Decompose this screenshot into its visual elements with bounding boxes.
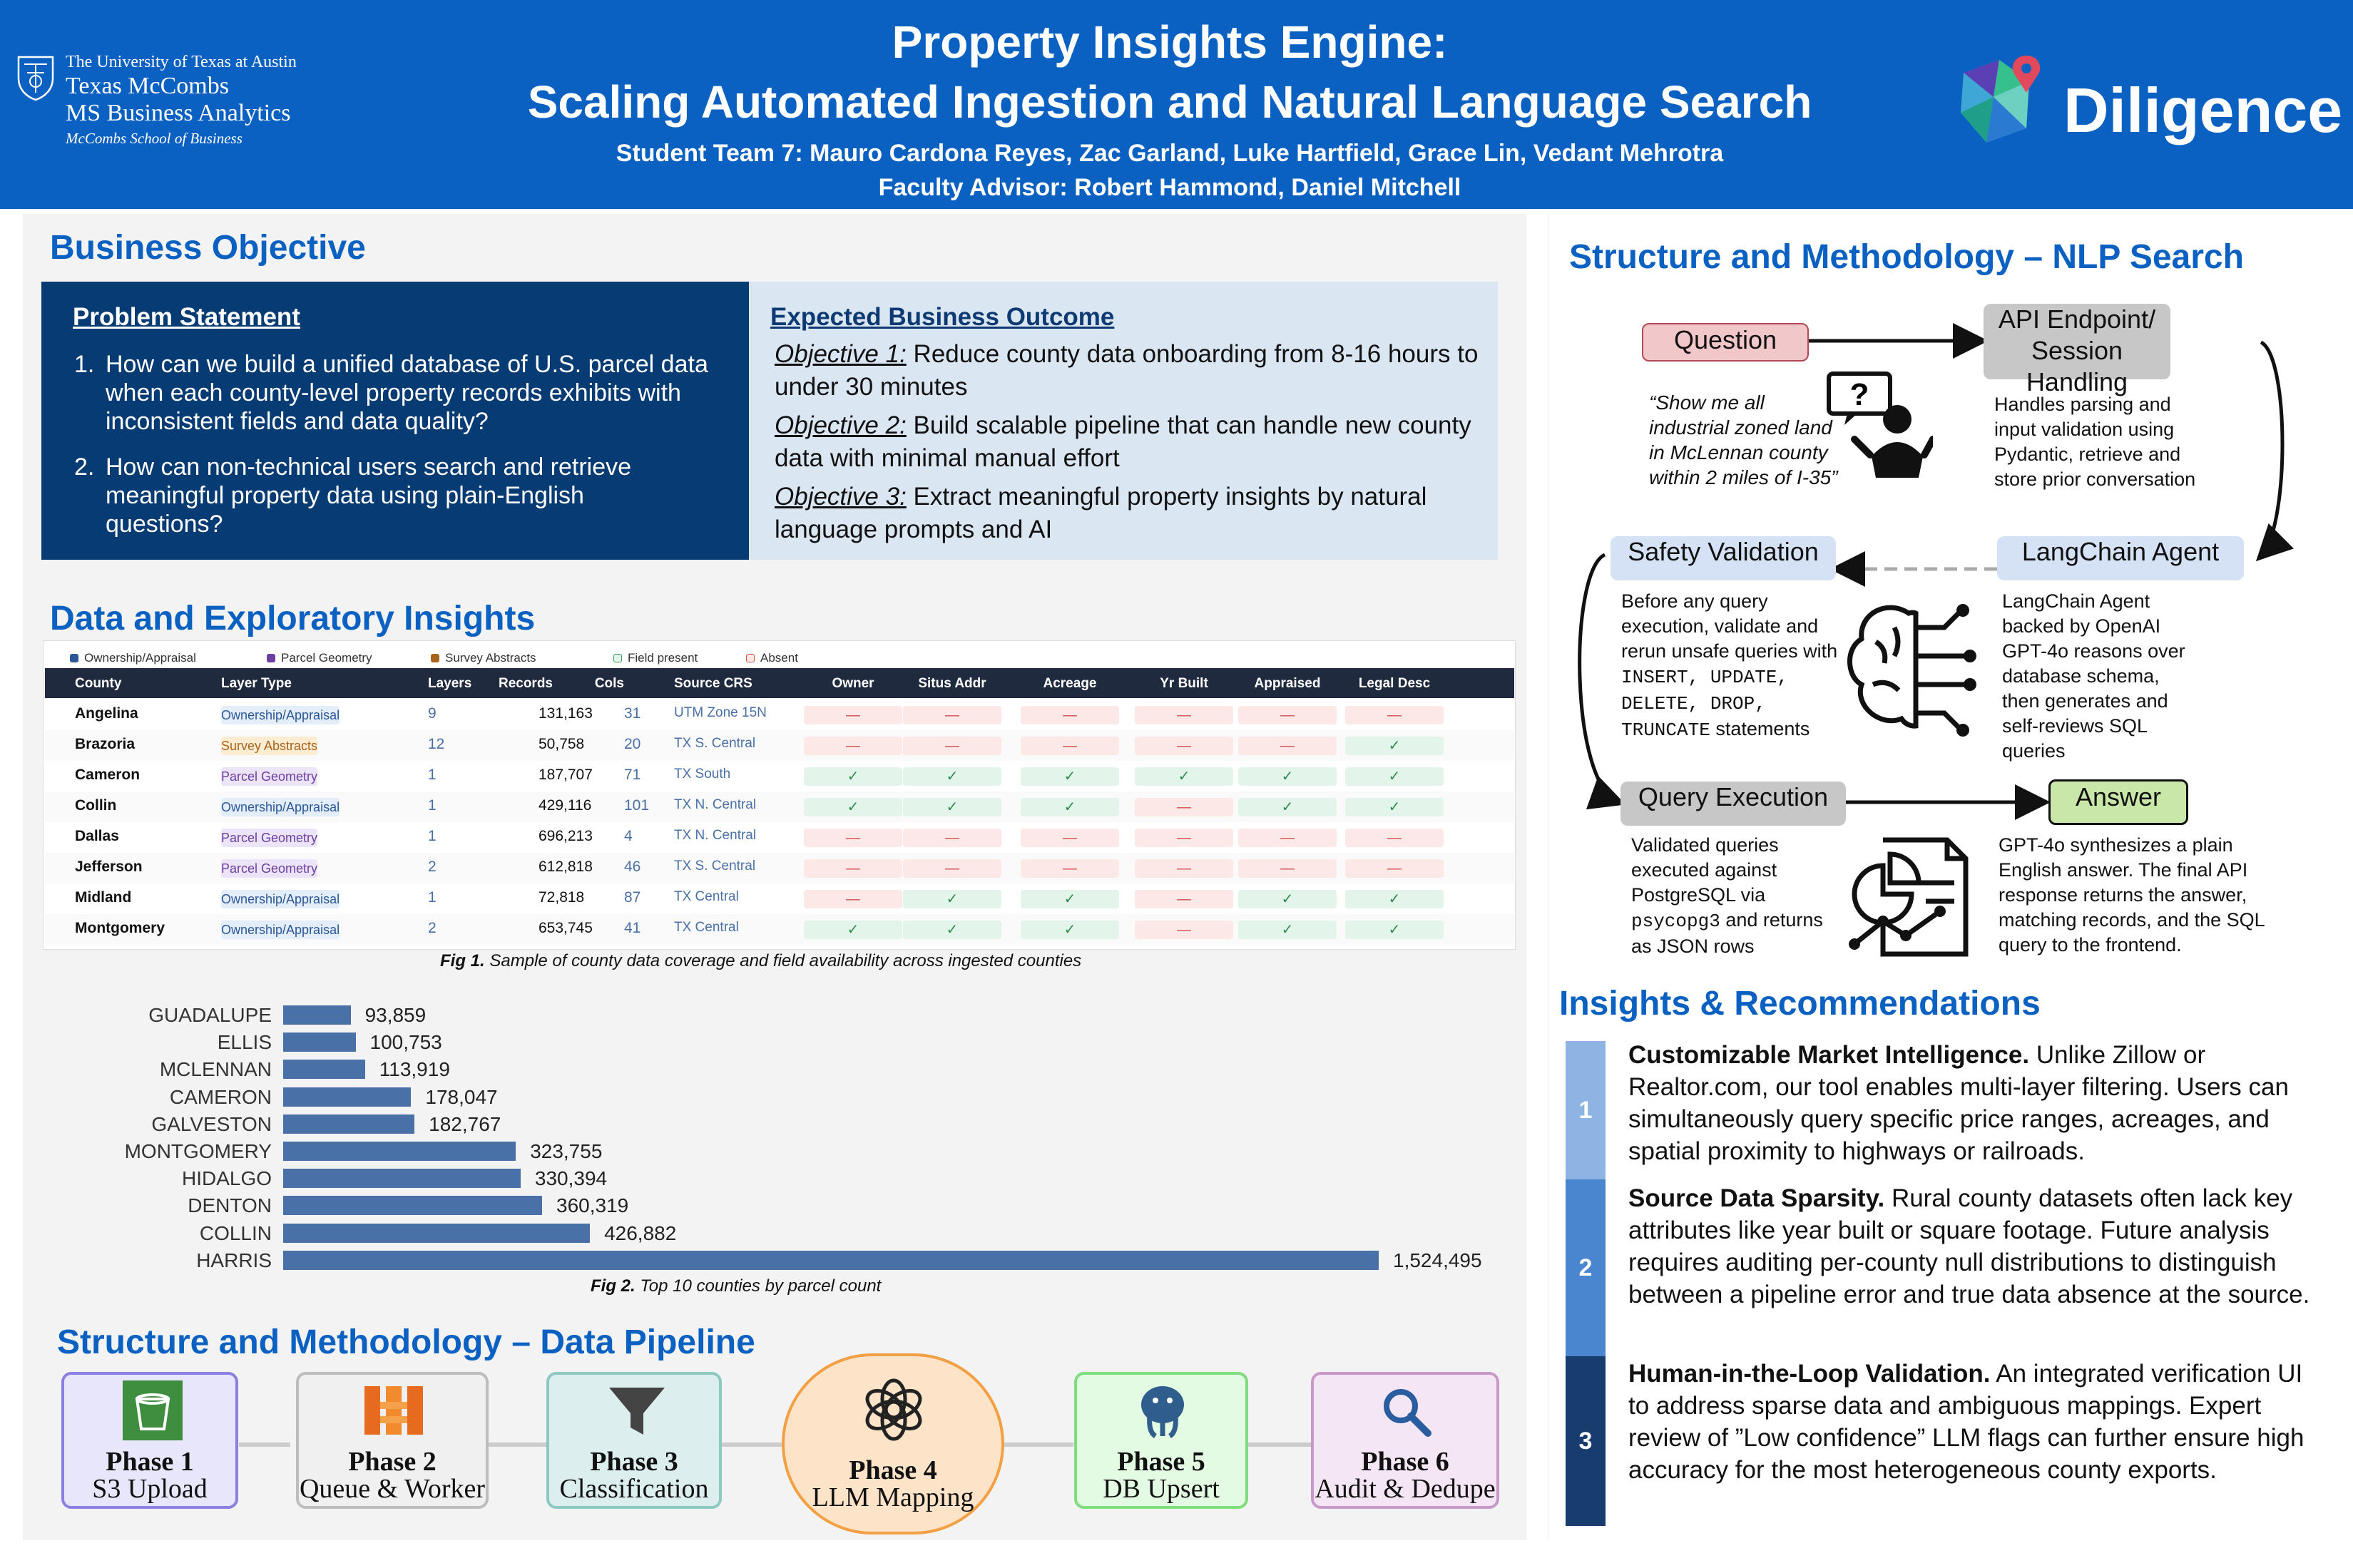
field-absent-mark: — bbox=[1021, 737, 1119, 755]
column-header: Layer Type bbox=[221, 676, 292, 691]
cols-count: 87 bbox=[624, 889, 641, 906]
program-name: MS Business Analytics bbox=[66, 100, 291, 126]
phase-3-sub: Classification bbox=[559, 1474, 709, 1504]
field-absent-mark: — bbox=[1135, 798, 1233, 816]
source-crs: TX N. Central bbox=[674, 797, 757, 812]
field-present-mark: ✓ bbox=[903, 798, 1001, 816]
bar-value-label: 330,394 bbox=[534, 1167, 608, 1190]
field-present-mark: ✓ bbox=[804, 767, 902, 786]
field-absent-mark: — bbox=[1345, 706, 1444, 724]
column-header: Situs Addr bbox=[918, 676, 986, 691]
field-present-mark: ✓ bbox=[1345, 767, 1444, 786]
bar-category-label: GUADALUPE bbox=[148, 1004, 272, 1026]
bar-category-label: HIDALGO bbox=[181, 1167, 272, 1190]
safety-validation-node: Safety Validation bbox=[1611, 536, 1836, 580]
phase-5-sub: DB Upsert bbox=[1103, 1474, 1220, 1504]
field-absent-mark: — bbox=[804, 737, 902, 755]
county-name: Angelina bbox=[75, 705, 138, 722]
cols-count: 31 bbox=[624, 705, 641, 722]
school-subname: McCombs School of Business bbox=[66, 130, 243, 147]
column-header: Records bbox=[498, 676, 553, 691]
phase-3-name: Phase 3 bbox=[590, 1447, 678, 1477]
legend-absent: Absent bbox=[746, 651, 798, 665]
field-present-mark: ✓ bbox=[1345, 798, 1444, 816]
field-absent-mark: — bbox=[1135, 706, 1233, 724]
county-name: Collin bbox=[75, 797, 117, 814]
field-present-mark: ✓ bbox=[1345, 737, 1444, 755]
api-description: Handles parsing and input validation using Pydantic, retrieve and store prior conversation bbox=[1994, 394, 2196, 490]
column-header: Source CRS bbox=[674, 676, 752, 691]
school-name: Texas McCombs bbox=[66, 73, 229, 99]
field-absent-mark: — bbox=[1021, 829, 1119, 847]
field-present-mark: ✓ bbox=[804, 798, 902, 816]
column-header: Yr Built bbox=[1160, 676, 1208, 691]
pipeline-arrow bbox=[722, 1443, 782, 1447]
phase-4-card bbox=[782, 1353, 1004, 1534]
bar bbox=[283, 1032, 356, 1052]
column-header: Owner bbox=[832, 676, 874, 691]
bar bbox=[283, 1114, 414, 1134]
ut-seal-icon bbox=[16, 54, 56, 101]
field-absent-mark: — bbox=[1345, 859, 1444, 878]
bar-category-label: HARRIS bbox=[196, 1249, 272, 1271]
field-absent-mark: — bbox=[804, 706, 902, 724]
records-count: 72,818 bbox=[539, 889, 585, 906]
layer-type-badge: Ownership/Appraisal bbox=[221, 706, 340, 724]
query-execution-node: Query Execution bbox=[1620, 782, 1846, 826]
records-count: 131,163 bbox=[539, 705, 593, 722]
legend-present: Field present bbox=[613, 651, 698, 665]
phase-5-card bbox=[1074, 1372, 1248, 1509]
pipeline-arrow bbox=[239, 1443, 290, 1447]
cols-count: 20 bbox=[624, 736, 641, 752]
field-present-mark: ✓ bbox=[903, 767, 1001, 786]
pipeline-heading: Structure and Methodology – Data Pipeline bbox=[57, 1323, 755, 1361]
phase-4-name: Phase 4 bbox=[849, 1455, 937, 1485]
phase-6-name: Phase 6 bbox=[1361, 1447, 1449, 1477]
field-absent-mark: — bbox=[1135, 737, 1233, 755]
bar bbox=[283, 1251, 1379, 1270]
bar-value-label: 323,755 bbox=[530, 1140, 603, 1162]
field-absent-mark: — bbox=[1238, 737, 1337, 755]
column-header: Cols bbox=[594, 676, 624, 691]
insight-2-text: Source Data Sparsity. Rural county datasets often lack key attributes like year built or square footage. Future analysis requires auditing per-county null distributions to distinguish between a pipeline error and true data absence at the source. bbox=[1628, 1184, 2310, 1308]
bar-value-label: 1,524,495 bbox=[1393, 1249, 1482, 1271]
field-present-mark: ✓ bbox=[1021, 767, 1119, 786]
legend-ownership: Ownership/Appraisal bbox=[70, 651, 196, 665]
poster-title-line1: Property Insights Engine: bbox=[892, 16, 1448, 68]
objective-1: Objective 1: Reduce county data onboarding from 8-16 hours to under 30 minutes bbox=[775, 340, 1479, 401]
field-present-mark: ✓ bbox=[1021, 890, 1119, 908]
cols-count: 4 bbox=[624, 828, 633, 844]
insight-3-number: 3 bbox=[1566, 1356, 1606, 1526]
field-absent-mark: — bbox=[804, 829, 902, 847]
business-objective-heading: Business Objective bbox=[50, 229, 366, 267]
layers-count: 1 bbox=[428, 889, 437, 906]
field-absent-mark: — bbox=[903, 829, 1001, 847]
ai-brain-icon bbox=[1844, 599, 1980, 742]
insight-3-text: Human-in-the-Loop Validation. An integrated verification UI to address sparse data and ambiguous mappings. Expert review of ”Low confidence” LLM flags can further ensure high accuracy for the most heterogeneous county exports. bbox=[1628, 1360, 2304, 1484]
field-absent-mark: — bbox=[1238, 829, 1337, 847]
layer-type-badge: Survey Abstracts bbox=[221, 737, 317, 755]
safety-description: Before any query execution, validate and rerun unsafe queries with INSERT, UPDATE, DELETE, DROP, TRUNCATE statements bbox=[1621, 590, 1838, 741]
phase-2-card bbox=[296, 1372, 489, 1509]
insight-1-text: Customizable Market Intelligence. Unlike Zillow or Realtor.com, our tool enables multi-layer filtering. Users can simultaneously query specific price ranges, acreages, and spatial proximity to highways or railroads. bbox=[1628, 1041, 2289, 1165]
bar-value-label: 182,767 bbox=[429, 1112, 501, 1135]
q2-text: How can non-technical users search and retrieve meaningful property data using plain-English questions? bbox=[106, 454, 632, 538]
bar bbox=[283, 1060, 365, 1079]
langchain-agent-node: LangChain Agent bbox=[1997, 536, 2244, 580]
insights-heading: Insights & Recommendations bbox=[1559, 985, 2041, 1023]
layers-count: 1 bbox=[428, 767, 437, 783]
phase-6-sub: Audit & Dedupe bbox=[1315, 1474, 1496, 1504]
bar-category-label: GALVESTON bbox=[151, 1112, 272, 1135]
bar-category-label: CAMERON bbox=[169, 1085, 272, 1108]
funnel-icon bbox=[606, 1383, 668, 1440]
q1-text: How can we build a unified database of U.S. parcel data when each county-level property records exhibits with inconsistent fields and data quality? bbox=[106, 351, 708, 435]
report-chart-icon bbox=[1840, 833, 1976, 961]
field-present-mark: ✓ bbox=[903, 921, 1001, 939]
answer-description: GPT-4o synthesizes a plain English answer. The final API response returns the answer, matching records, and the SQL query to the frontend. bbox=[1999, 834, 2265, 955]
layers-count: 9 bbox=[428, 705, 437, 722]
phase-6-card bbox=[1311, 1372, 1499, 1509]
legend-survey: Survey Abstracts bbox=[431, 651, 536, 665]
cols-count: 101 bbox=[624, 797, 650, 814]
s3-bucket-icon bbox=[123, 1380, 183, 1440]
source-crs: TX Central bbox=[674, 920, 739, 935]
field-present-mark: ✓ bbox=[903, 890, 1001, 908]
field-absent-mark: — bbox=[1135, 829, 1233, 847]
insight-2-number: 2 bbox=[1566, 1179, 1606, 1356]
field-present-mark: ✓ bbox=[804, 921, 902, 939]
field-present-mark: ✓ bbox=[1238, 921, 1337, 939]
objective-3: Objective 3: Extract meaningful property insights by natural language prompts and AI bbox=[775, 483, 1427, 543]
field-absent-mark: — bbox=[903, 859, 1001, 878]
queue-worker-icon bbox=[362, 1380, 426, 1440]
field-absent-mark: — bbox=[1021, 859, 1119, 878]
county-name: Brazoria bbox=[75, 736, 136, 752]
bar bbox=[283, 1224, 590, 1243]
layers-count: 1 bbox=[428, 797, 437, 814]
insight-1-number: 1 bbox=[1566, 1041, 1606, 1179]
q1-number: 1. bbox=[74, 351, 95, 378]
bar bbox=[283, 1005, 351, 1025]
field-present-mark: ✓ bbox=[1345, 890, 1444, 908]
bar-value-label: 426,882 bbox=[604, 1221, 677, 1244]
q2-number: 2. bbox=[74, 454, 95, 481]
bar bbox=[283, 1087, 411, 1107]
fig1-caption: Fig 1. Sample of county data coverage and field availability across ingested counties bbox=[440, 951, 1082, 970]
phase-5-name: Phase 5 bbox=[1117, 1447, 1205, 1477]
layer-type-badge: Parcel Geometry bbox=[221, 767, 317, 786]
example-query: “Show me all industrial zoned land in McLennan county within 2 miles of I-35” bbox=[1649, 391, 1838, 488]
execution-description: Validated queries executed against PostgreSQL via psycopg3 and returns as JSON rows bbox=[1631, 834, 1823, 957]
column-header: County bbox=[75, 676, 122, 691]
bar-category-label: COLLIN bbox=[199, 1221, 272, 1244]
source-crs: TX N. Central bbox=[674, 828, 757, 843]
source-crs: TX Central bbox=[674, 889, 739, 904]
field-present-mark: ✓ bbox=[1021, 798, 1119, 816]
pipeline-arrow bbox=[489, 1443, 547, 1447]
layer-type-badge: Parcel Geometry bbox=[221, 859, 317, 878]
confused-user-icon bbox=[1826, 371, 1933, 485]
layers-count: 2 bbox=[428, 859, 437, 875]
layer-type-badge: Ownership/Appraisal bbox=[221, 890, 340, 908]
answer-node: Answer bbox=[2048, 779, 2188, 825]
question-node: Question bbox=[1642, 323, 1809, 362]
source-crs: TX South bbox=[674, 767, 731, 782]
field-present-mark: ✓ bbox=[1238, 767, 1337, 786]
records-count: 429,116 bbox=[539, 797, 592, 814]
bar-category-label: ELLIS bbox=[217, 1031, 272, 1054]
fig2-caption: Fig 2. Top 10 counties by parcel count bbox=[591, 1276, 882, 1296]
magnifier-icon bbox=[1378, 1383, 1435, 1440]
records-count: 696,213 bbox=[539, 828, 593, 844]
nlp-heading: Structure and Methodology – NLP Search bbox=[1569, 238, 2244, 276]
field-present-mark: ✓ bbox=[1135, 767, 1233, 786]
bar bbox=[283, 1169, 521, 1188]
field-absent-mark: — bbox=[804, 890, 902, 908]
phase-3-card bbox=[546, 1372, 722, 1509]
field-absent-mark: — bbox=[1135, 890, 1233, 908]
county-name: Jefferson bbox=[75, 859, 143, 875]
county-name: Dallas bbox=[75, 828, 119, 844]
api-endpoint-node: API Endpoint/ Session Handling bbox=[1984, 304, 2170, 379]
svg-text:?: ? bbox=[1849, 377, 1869, 412]
field-present-mark: ✓ bbox=[1345, 921, 1444, 939]
bar bbox=[283, 1142, 516, 1161]
records-count: 187,707 bbox=[539, 767, 593, 783]
column-header: Acreage bbox=[1043, 676, 1097, 691]
phase-1-name: Phase 1 bbox=[106, 1447, 194, 1477]
field-absent-mark: — bbox=[804, 859, 902, 878]
advisor-line: Faculty Advisor: Robert Hammond, Daniel Mitchell bbox=[878, 174, 1461, 201]
expected-outcome-heading: Expected Business Outcome bbox=[770, 303, 1115, 331]
layer-type-badge: Ownership/Appraisal bbox=[221, 798, 340, 816]
bar-value-label: 113,919 bbox=[379, 1058, 450, 1081]
field-absent-mark: — bbox=[1021, 706, 1119, 724]
field-absent-mark: — bbox=[1135, 921, 1233, 939]
bar-value-label: 93,859 bbox=[364, 1004, 427, 1026]
layers-count: 2 bbox=[428, 920, 437, 936]
pipeline-arrow bbox=[1248, 1443, 1311, 1447]
logo-wordmark: Diligence bbox=[2063, 75, 2343, 145]
records-count: 653,745 bbox=[539, 920, 593, 936]
phase-1-card bbox=[61, 1372, 238, 1509]
pipeline-arrow bbox=[1004, 1443, 1073, 1447]
diligence-logo-icon bbox=[1958, 53, 2051, 150]
field-absent-mark: — bbox=[1345, 829, 1444, 847]
bar-category-label: MONTGOMERY bbox=[124, 1140, 272, 1162]
problem-statement-heading: Problem Statement bbox=[73, 303, 300, 331]
county-name: Montgomery bbox=[75, 920, 165, 936]
objective-2: Objective 2: Build scalable pipeline that can handle new county data with minimal manual effort bbox=[775, 411, 1471, 472]
field-absent-mark: — bbox=[1238, 859, 1337, 878]
bar-category-label: MCLENNAN bbox=[159, 1058, 272, 1081]
bar-value-label: 178,047 bbox=[425, 1085, 498, 1108]
records-count: 612,818 bbox=[539, 859, 593, 875]
bar-value-label: 100,753 bbox=[369, 1031, 442, 1054]
phase-4-sub: LLM Mapping bbox=[812, 1482, 974, 1512]
column-header: Appraised bbox=[1254, 676, 1321, 691]
legend-geometry: Parcel Geometry bbox=[267, 651, 372, 665]
county-name: Midland bbox=[75, 889, 132, 906]
data-insights-heading: Data and Exploratory Insights bbox=[50, 600, 536, 637]
bar-category-label: DENTON bbox=[188, 1194, 272, 1217]
layer-type-badge: Ownership/Appraisal bbox=[221, 921, 340, 939]
source-crs: TX S. Central bbox=[674, 859, 756, 873]
postgresql-icon bbox=[1133, 1380, 1193, 1440]
agent-description: LangChain Agent backed by OpenAI GPT-4o reasons over database schema, then generates and self-reviews SQL queries bbox=[2002, 590, 2185, 762]
phase-2-name: Phase 2 bbox=[348, 1447, 437, 1477]
field-absent-mark: — bbox=[903, 737, 1001, 755]
phase-2-sub: Queue & Worker bbox=[299, 1474, 486, 1504]
team-line: Student Team 7: Mauro Cardona Reyes, Zac Garland, Luke Hartfield, Grace Lin, Vedant Mehrotra bbox=[616, 140, 1724, 167]
field-absent-mark: — bbox=[1135, 859, 1233, 878]
field-present-mark: ✓ bbox=[1238, 798, 1337, 816]
layer-type-badge: Parcel Geometry bbox=[221, 829, 317, 847]
field-absent-mark: — bbox=[1238, 706, 1337, 724]
column-header: Layers bbox=[428, 676, 472, 691]
layers-count: 1 bbox=[428, 828, 437, 844]
column-header: Legal Desc bbox=[1358, 676, 1431, 691]
records-count: 50,758 bbox=[539, 736, 585, 752]
problem-statement-box bbox=[41, 282, 749, 560]
source-crs: UTM Zone 15N bbox=[674, 705, 767, 720]
source-crs: TX S. Central bbox=[674, 736, 756, 751]
cols-count: 71 bbox=[624, 767, 641, 783]
poster-title-line2: Scaling Automated Ingestion and Natural Language Search bbox=[527, 76, 1812, 128]
bar-value-label: 360,319 bbox=[556, 1194, 629, 1217]
layers-count: 12 bbox=[428, 736, 445, 752]
field-present-mark: ✓ bbox=[1021, 921, 1119, 939]
cols-count: 41 bbox=[624, 920, 641, 936]
diligence-logo bbox=[1958, 53, 2343, 153]
cols-count: 46 bbox=[624, 859, 641, 875]
county-name: Cameron bbox=[75, 767, 141, 783]
university-name: The University of Texas at Austin bbox=[66, 53, 297, 71]
bar bbox=[283, 1196, 542, 1215]
field-present-mark: ✓ bbox=[1238, 890, 1337, 908]
openai-icon bbox=[862, 1378, 926, 1442]
phase-1-sub: S3 Upload bbox=[92, 1474, 208, 1504]
field-absent-mark: — bbox=[903, 706, 1001, 724]
